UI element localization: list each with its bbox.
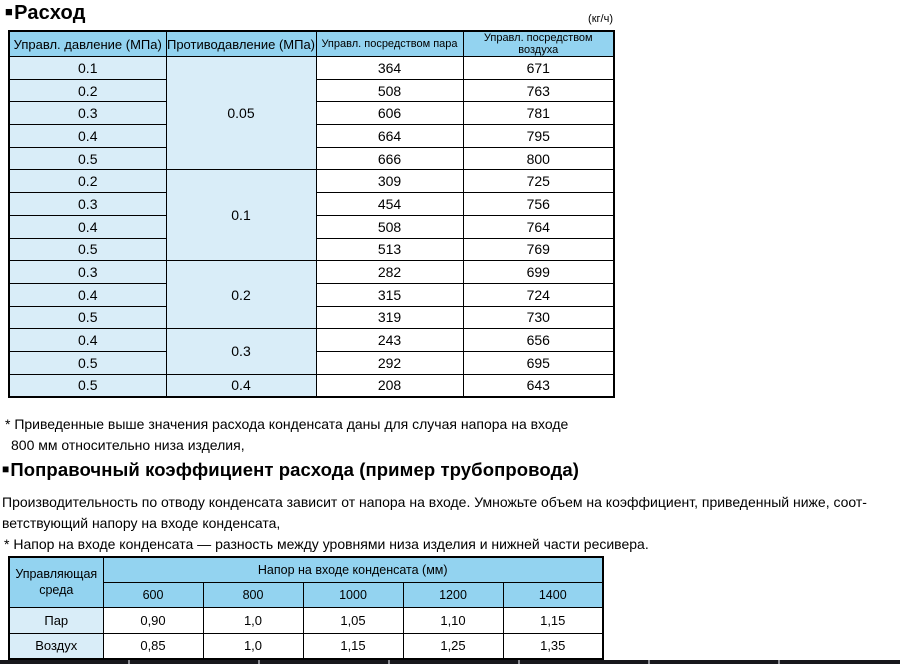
air-flow-value-cell: 730: [463, 306, 614, 329]
flow-table-row: [9, 261, 614, 284]
head-height-column-header: 1000: [303, 582, 403, 607]
air-flow-value-cell: 781: [463, 102, 614, 125]
head-height-column-header: 1200: [403, 582, 503, 607]
flow-table-row: [9, 374, 614, 397]
footnote-line-1: * Приведенные выше значения расхода конденсата даны для случая напора на входе: [5, 416, 569, 432]
section-title-coefficient: [2, 459, 579, 481]
backpressure-cell: 0.1: [166, 170, 316, 261]
control-pressure-cell: 0.4: [9, 329, 166, 352]
coefficient-value-cell: 1,15: [303, 633, 403, 659]
control-pressure-cell: 0.2: [9, 79, 166, 102]
flow-table-footnote: [5, 414, 568, 456]
flow-table-row: [9, 170, 614, 193]
flow-table-row: [9, 57, 614, 80]
flow-table-header-row: [9, 31, 614, 57]
steam-flow-value-cell: 508: [316, 79, 463, 102]
coefficient-value-cell: 1,25: [403, 633, 503, 659]
steam-flow-value-cell: 454: [316, 193, 463, 216]
steam-flow-value-cell: 664: [316, 125, 463, 148]
cropped-next-section-strip: [0, 660, 900, 664]
section-title-flow: [5, 2, 86, 25]
control-pressure-cell: 0.5: [9, 147, 166, 170]
control-pressure-cell: 0.4: [9, 215, 166, 238]
paragraph-line-2: ветствующий напору на входе конденсата,: [2, 515, 281, 531]
air-flow-value-cell: 724: [463, 283, 614, 306]
control-pressure-cell: 0.2: [9, 170, 166, 193]
air-flow-value-cell: 763: [463, 79, 614, 102]
coefficient-value-cell: 0,85: [103, 633, 203, 659]
control-pressure-cell: 0.3: [9, 261, 166, 284]
section-title-flow-label: Расход: [14, 2, 86, 24]
col-header-control-media: Управляющая среда: [9, 557, 103, 607]
square-bullet-icon: ■: [2, 462, 10, 476]
control-media-cell: Пар: [9, 607, 103, 633]
coeff-table-row: [9, 633, 603, 659]
steam-flow-value-cell: 513: [316, 238, 463, 261]
control-pressure-cell: 0.5: [9, 306, 166, 329]
air-flow-value-cell: 800: [463, 147, 614, 170]
section-title-coefficient-label: Поправочный коэффициент расхода (пример трубопровода): [10, 459, 580, 480]
flow-rate-table: [8, 30, 615, 398]
coefficient-paragraph: [2, 492, 900, 534]
coefficient-value-cell: 0,90: [103, 607, 203, 633]
steam-flow-value-cell: 606: [316, 102, 463, 125]
control-pressure-cell: 0.3: [9, 193, 166, 216]
flow-table-row: [9, 329, 614, 352]
control-pressure-cell: 0.5: [9, 374, 166, 397]
col-header-air-control: Управл. посредством воздуха: [463, 31, 614, 57]
backpressure-cell: 0.05: [166, 57, 316, 170]
air-flow-value-cell: 699: [463, 261, 614, 284]
air-flow-value-cell: 671: [463, 57, 614, 80]
coefficient-value-cell: 1,35: [503, 633, 603, 659]
steam-flow-value-cell: 243: [316, 329, 463, 352]
control-pressure-cell: 0.4: [9, 283, 166, 306]
backpressure-cell: 0.2: [166, 261, 316, 329]
col-header-backpressure: Противодавление (МПа): [166, 31, 316, 57]
control-pressure-cell: 0.5: [9, 351, 166, 374]
steam-flow-value-cell: 309: [316, 170, 463, 193]
col-header-control-pressure: Управл. давление (МПа): [9, 31, 166, 57]
control-pressure-cell: 0.3: [9, 102, 166, 125]
steam-flow-value-cell: 508: [316, 215, 463, 238]
steam-flow-value-cell: 208: [316, 374, 463, 397]
head-height-column-header: 1400: [503, 582, 603, 607]
air-flow-value-cell: 769: [463, 238, 614, 261]
head-height-column-header: 800: [203, 582, 303, 607]
air-flow-value-cell: 764: [463, 215, 614, 238]
steam-flow-value-cell: 319: [316, 306, 463, 329]
control-media-cell: Воздух: [9, 633, 103, 659]
air-flow-value-cell: 795: [463, 125, 614, 148]
coeff-table-header-row: [9, 557, 603, 582]
air-flow-value-cell: 756: [463, 193, 614, 216]
square-bullet-icon: ■: [5, 4, 14, 19]
steam-flow-value-cell: 292: [316, 351, 463, 374]
air-flow-value-cell: 695: [463, 351, 614, 374]
steam-flow-value-cell: 666: [316, 147, 463, 170]
steam-flow-value-cell: 364: [316, 57, 463, 80]
coefficient-value-cell: 1,15: [503, 607, 603, 633]
air-flow-value-cell: 725: [463, 170, 614, 193]
head-height-column-header: 600: [103, 582, 203, 607]
col-header-steam-control: Управл. посредством пара: [316, 31, 463, 57]
control-pressure-cell: 0.5: [9, 238, 166, 261]
coefficient-value-cell: 1,0: [203, 633, 303, 659]
coeff-table-row: [9, 607, 603, 633]
steam-flow-value-cell: 315: [316, 283, 463, 306]
correction-coefficient-table: [8, 556, 604, 660]
col-header-head-height: Напор на входе конденсата (мм): [103, 557, 603, 582]
footnote-line-2: 800 мм относительно низа изделия,: [11, 437, 245, 453]
coefficient-value-cell: 1,10: [403, 607, 503, 633]
control-pressure-cell: 0.4: [9, 125, 166, 148]
units-label: (кг/ч): [588, 13, 613, 25]
air-flow-value-cell: 656: [463, 329, 614, 352]
coefficient-value-cell: 1,05: [303, 607, 403, 633]
backpressure-cell: 0.4: [166, 374, 316, 397]
coefficient-value-cell: 1,0: [203, 607, 303, 633]
head-height-footnote: * Напор на входе конденсата — разность между уровнями низа изделия и нижней части ресивера.: [4, 536, 649, 552]
control-pressure-cell: 0.1: [9, 57, 166, 80]
backpressure-cell: 0.3: [166, 329, 316, 374]
air-flow-value-cell: 643: [463, 374, 614, 397]
paragraph-line-1: Производительность по отводу конденсата зависит от напора на входе. Умножьте объем на коэффициент, приведенный ниже, соот-: [2, 494, 867, 510]
steam-flow-value-cell: 282: [316, 261, 463, 284]
